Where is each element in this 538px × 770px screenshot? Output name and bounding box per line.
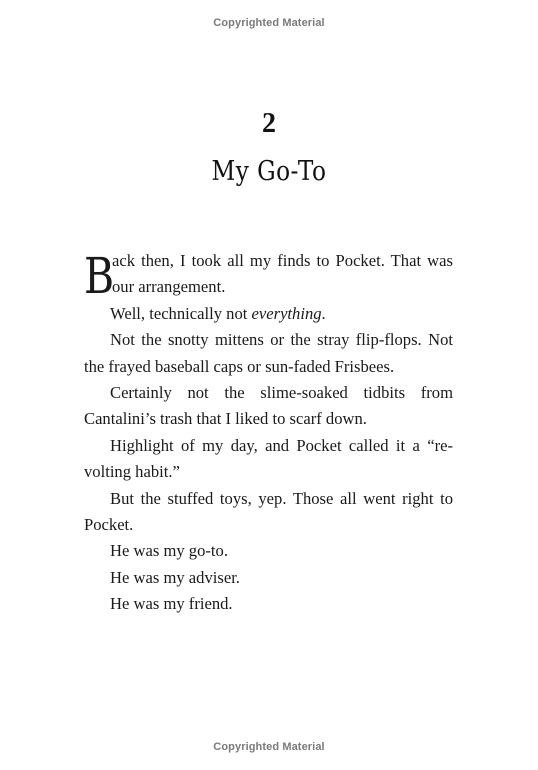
paragraph-1 bbox=[84, 247, 453, 305]
paragraph-2-text: Well, technically not bbox=[110, 303, 252, 323]
chapter-number: 2 bbox=[262, 108, 276, 139]
paragraph-2-end: . bbox=[321, 303, 326, 323]
paragraph-2 bbox=[84, 301, 453, 327]
chapter-title: My Go-To bbox=[211, 156, 327, 187]
paragraph-2-emphasis: everything bbox=[251, 303, 322, 323]
drop-cap: B bbox=[84, 247, 115, 305]
chapter-body bbox=[84, 248, 453, 618]
paragraph-6: But the stuffed toys, yep. Those all went right to Pocket. bbox=[84, 488, 453, 535]
copyright-watermark-top: Copyrighted Material bbox=[213, 17, 325, 29]
paragraph-1-line-1: ack then, I took all my finds to Pocket. That was bbox=[112, 251, 453, 270]
paragraph-1-line-2: our arrangement. bbox=[112, 277, 226, 297]
paragraph-3: Not the snotty mittens or the stray flip-flops. Not the frayed baseball caps or sun-faded Frisbees. bbox=[84, 330, 453, 376]
copyright-watermark-bottom: Copyrighted Material bbox=[213, 741, 325, 753]
paragraph-9: He was my friend. bbox=[110, 594, 233, 614]
paragraph-7: He was my go-to. bbox=[110, 541, 228, 561]
paragraph-8: He was my adviser. bbox=[110, 567, 240, 587]
paragraph-5: Highlight of my day, and Pocket called it a “revolting habit.” bbox=[84, 435, 453, 482]
paragraph-4: Certainly not the slime-soaked tidbits from Cantalini’s trash that I liked to scarf down. bbox=[84, 383, 453, 429]
